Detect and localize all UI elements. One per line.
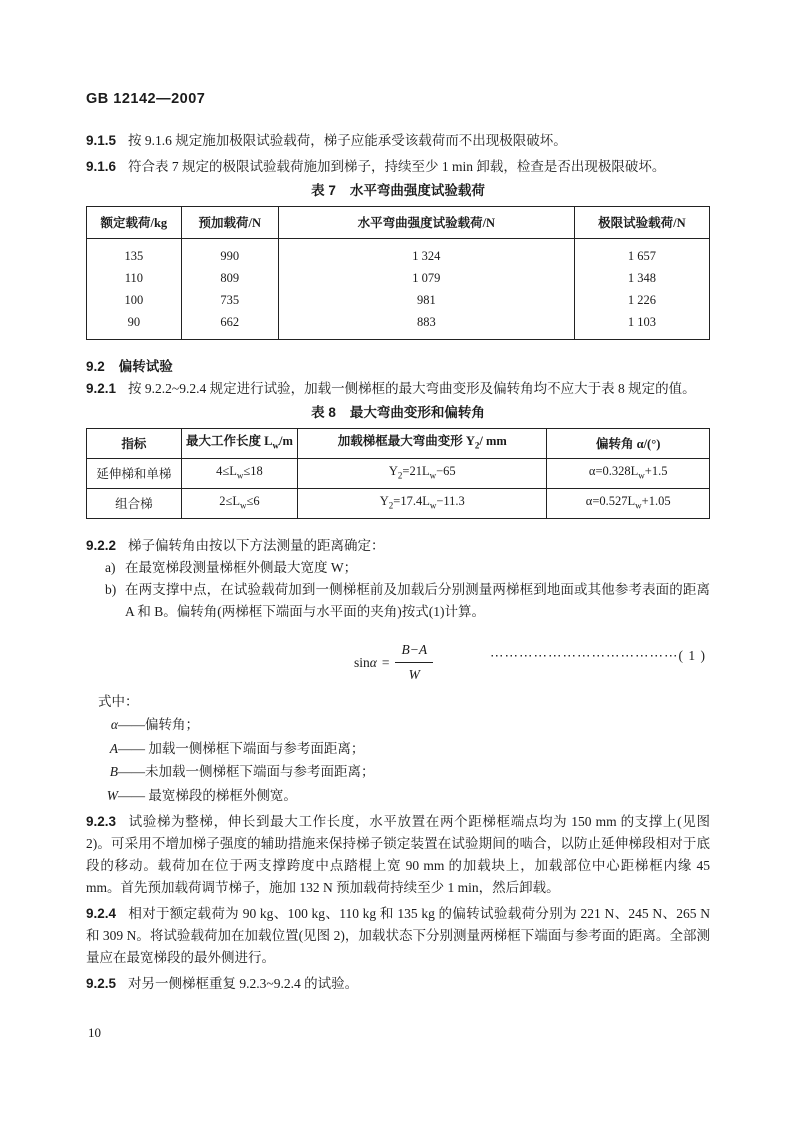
equals-sign: = xyxy=(381,654,390,670)
table-cell: 135 xyxy=(87,239,182,268)
equation-number-leader xyxy=(490,645,706,667)
table-cell: 110 xyxy=(87,267,182,289)
table8-caption-title: 最大弯曲变形和偏转角 xyxy=(349,405,485,420)
equation-sin-alpha xyxy=(354,639,433,686)
equation-variable-alpha: α xyxy=(369,654,377,670)
clause-9-1-6 xyxy=(86,156,710,178)
definition-alpha xyxy=(86,713,710,737)
table-cell: 1 079 xyxy=(278,267,574,289)
equation-number: ( 1 ) xyxy=(678,648,706,663)
table-cell: 1 226 xyxy=(574,289,709,311)
clause-number: 9.2.5 xyxy=(86,976,117,991)
table-row xyxy=(87,311,710,340)
clause-9-2-3 xyxy=(86,811,710,899)
equation-1-row xyxy=(86,627,710,685)
table8-header-cell: 最大工作长度 $L_w/m$ xyxy=(181,429,298,459)
table7-header-cell: 额定载荷/kg xyxy=(87,207,182,239)
table8-header-cell: 指标 xyxy=(87,429,182,459)
clause-9-2-5 xyxy=(86,973,710,995)
table7-horizontal-bending-loads xyxy=(86,206,710,340)
table7-caption-number: 表 7 xyxy=(311,183,336,198)
table-cell: 1 348 xyxy=(574,267,709,289)
table7-header-cell: 水平弯曲强度试验载荷/N xyxy=(278,207,574,239)
clause-text: 符合表 7 规定的极限试验载荷施加到梯子，持续至少 1 min 卸载，检查是否出现极限破坏。 xyxy=(128,159,666,174)
clause-9-1-5 xyxy=(86,130,710,152)
definition-symbol: α xyxy=(110,717,118,732)
definition-text: —— 最宽梯段的梯框外侧宽。 xyxy=(118,787,297,803)
standard-code: GB 12142—2007 xyxy=(86,91,206,107)
table7-caption-title: 水平弯曲强度试验载荷 xyxy=(349,183,485,198)
table-cell: 809 xyxy=(181,267,278,289)
table-cell: 981 xyxy=(278,289,574,311)
clause-9-2-1 xyxy=(86,378,710,400)
table-cell: 1 103 xyxy=(574,311,709,340)
definition-symbol: W xyxy=(106,787,118,803)
definition-symbol: B xyxy=(109,764,118,779)
clause-number: 9.2.2 xyxy=(86,538,117,553)
table-cell: 100 xyxy=(87,289,182,311)
table-cell: 1 324 xyxy=(278,239,574,268)
dot-leader: ⋯⋯⋯⋯⋯⋯⋯⋯⋯⋯⋯⋯⋯ xyxy=(490,648,679,663)
table-cell: 90 xyxy=(87,311,182,340)
clause-text: 对另一侧梯框重复 9.2.3~9.2.4 的试验。 xyxy=(128,976,359,991)
page-number: 10 xyxy=(88,1025,101,1040)
clause-9-2-4 xyxy=(86,903,710,969)
list-item-b xyxy=(86,579,710,623)
table7-header-row xyxy=(87,207,710,239)
clause-number: 9.2.3 xyxy=(86,814,117,829)
heading-title: 偏转试验 xyxy=(118,359,173,374)
table-cell: 883 xyxy=(278,311,574,340)
table-cell: 组合梯 xyxy=(87,489,182,519)
table8-header-row xyxy=(87,429,710,459)
table-row xyxy=(87,239,710,268)
table-cell: $4\le L_w\le 18$ xyxy=(181,459,298,489)
table-cell: 1 657 xyxy=(574,239,709,268)
clause-text: 按 9.1.6 规定施加极限试验载荷，梯子应能承受该载荷而不出现极限破坏。 xyxy=(128,133,567,148)
table-cell: $2\le L_w\le 6$ xyxy=(181,489,298,519)
table-cell: $\alpha=0.328L_w+1.5$ xyxy=(547,459,710,489)
table-cell: 735 xyxy=(181,289,278,311)
clause-number: 9.1.6 xyxy=(86,159,117,174)
table-row xyxy=(87,267,710,289)
table7-header-cell: 极限试验载荷/N xyxy=(574,207,709,239)
definition-text: ——偏转角； xyxy=(118,717,199,732)
clause-number: 9.2 xyxy=(86,359,105,374)
list-item-text: 在两支撑中点，在试验载荷加到一侧梯框前及加载后分别测量两梯框到地面或其他参考表面的距离 A 和 B。偏转角(两梯框下端面与水平面的夹角)按式(1)计算。 xyxy=(125,582,710,619)
clause-text: 相对于额定载荷为 90 kg、100 kg、110 kg 和 135 kg 的偏转试验载荷分别为 221 N、245 N、265 N 和 309 N。将试验载荷加在加载位置(见图 2)，加载状态下分别测量两梯框下端面与参考面的距离。全部测量应在最宽梯段的最外侧进行。 xyxy=(86,906,710,965)
definition-B xyxy=(86,760,710,784)
table-cell: 662 xyxy=(181,311,278,340)
clause-number: 9.1.5 xyxy=(86,133,117,148)
list-item-a xyxy=(86,557,710,579)
table7-header-cell: 预加载荷/N xyxy=(181,207,278,239)
table-cell: $Y_2=21L_w-65$ xyxy=(298,459,547,489)
definition-A xyxy=(86,737,710,761)
clause-number: 9.2.1 xyxy=(86,381,117,396)
table-cell: 990 xyxy=(181,239,278,268)
table-cell: $\alpha=0.527L_w+1.05$ xyxy=(547,489,710,519)
clause-text: 试验梯为整梯，伸长到最大工作长度，水平放置在两个距梯框端点均为 150 mm 的支撑上(见图 2)。可采用不增加梯子强度的辅助措施来保持梯子锁定装置在试验期间的啮合，以防止延伸梯段相对于底段的移动。载荷加在位于两支撑跨度中点踏棍上宽 90 mm 的加载块上，加载部位中心距梯框内缘 45 mm。首先预加载荷调节梯子，施加 132 N 预加载荷持续至少 1 min，然后卸载。 xyxy=(86,814,710,895)
definition-text: —— 加载一侧梯框下端面与参考面距离； xyxy=(118,740,365,756)
equation-function: sin xyxy=(354,654,370,670)
fraction-denominator: W xyxy=(408,667,420,682)
definition-W xyxy=(86,784,710,808)
table8-header-cell: 偏转角 α/(°) xyxy=(547,429,710,459)
table-row xyxy=(87,289,710,311)
clause-number: 9.2.4 xyxy=(86,906,117,921)
definition-symbol: A xyxy=(109,740,118,756)
fraction xyxy=(395,639,433,686)
table-cell: 延伸梯和单梯 xyxy=(87,459,182,489)
table-row xyxy=(87,459,710,489)
fraction-numerator: B−A xyxy=(395,639,433,663)
table8-caption-number: 表 8 xyxy=(311,405,336,420)
clause-text: 按 9.2.2~9.2.4 规定进行试验，加载一侧梯框的最大弯曲变形及偏转角均不应大于表 8 规定的值。 xyxy=(128,381,696,396)
list-item-text: 在最宽梯段测量梯框外侧最大宽度 W； xyxy=(125,560,358,575)
heading-9-2 xyxy=(86,356,710,378)
definition-text: ——未加载一侧梯框下端面与参考面距离； xyxy=(118,764,375,779)
table8-deflection-limits xyxy=(86,428,710,519)
list-item-label: a) xyxy=(105,560,116,575)
clause-9-2-2 xyxy=(86,535,710,557)
table-row xyxy=(87,489,710,519)
table7-caption xyxy=(86,180,710,202)
table-cell: $Y_2=17.4L_w-11.3$ xyxy=(298,489,547,519)
table8-header-cell: 加载梯框最大弯曲变形 $Y_2/$ mm xyxy=(298,429,547,459)
clause-text: 梯子偏转角由按以下方法测量的距离确定： xyxy=(128,538,385,553)
where-label: 式中： xyxy=(98,694,139,709)
list-item-label: b) xyxy=(105,582,117,597)
table8-caption xyxy=(86,402,710,424)
